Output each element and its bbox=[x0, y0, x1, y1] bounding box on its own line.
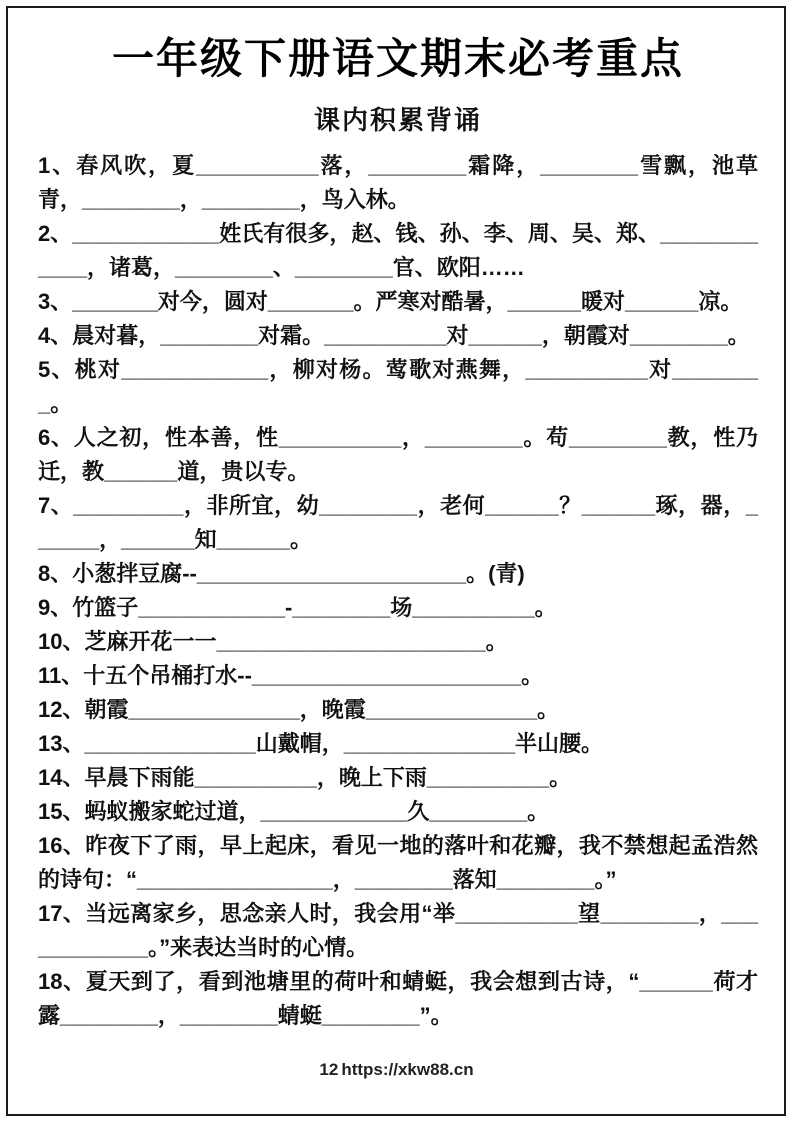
exercise-item-13: 13、______________山戴帽，______________半山腰。 bbox=[38, 731, 604, 756]
exercise-item-14: 14、早晨下雨能__________，晚上下雨__________。 bbox=[38, 765, 572, 790]
exercise-list bbox=[38, 149, 758, 1033]
exercise-item-1: 1、春风吹，夏__________落，________霜降，________雪飘，池草青，________，________，鸟入林。 bbox=[38, 153, 758, 212]
section-subtitle: 课内积累背诵 bbox=[313, 105, 482, 135]
page-title: 一年级下册语文期末必考重点 bbox=[111, 35, 684, 82]
exercise-item-4: 4、晨对暮，________对霜。__________对______，朝霞对________。 bbox=[38, 323, 750, 348]
exercise-item-7: 7、_________，非所宜，幼________，老何______？______琢，器，______，______知______。 bbox=[38, 493, 758, 552]
exercise-item-11: 11、十五个吊桶打水--______________________。 bbox=[38, 663, 544, 688]
exercise-item-6: 6、人之初，性本善，性__________，________。苟________教，性乃迁，教______道，贵以专。 bbox=[38, 425, 758, 484]
footer-url: https://xkw88.cn bbox=[341, 1060, 474, 1079]
exercise-item-2: 2、____________姓氏有很多，赵、钱、孙、李、周、吴、郑、____________，诸葛，________、________官、欧阳…… bbox=[38, 221, 758, 280]
exercise-item-3: 3、_______对今，圆对_______。严寒对酷暑，______暖对______凉。 bbox=[38, 289, 743, 314]
exercise-item-5: 5、桃对____________，柳对杨。莺歌对燕舞，__________对________。 bbox=[38, 357, 758, 416]
exercise-item-10: 10、芝麻开花一一______________________。 bbox=[38, 629, 508, 654]
exercise-item-12: 12、朝霞______________，晚霞______________。 bbox=[38, 697, 560, 722]
page-footer bbox=[0, 1060, 793, 1080]
exercise-item-18: 18、夏天到了，看到池塘里的荷叶和蜻蜓，我会想到古诗，“______荷才露________，________蜻蜓________”。 bbox=[38, 969, 758, 1028]
exercise-item-8: 8、小葱拌豆腐--______________________。(青) bbox=[38, 561, 525, 586]
page-number: 12 bbox=[319, 1060, 339, 1079]
exercise-item-15: 15、蚂蚁搬家蛇过道，____________久________。 bbox=[38, 799, 550, 824]
content bbox=[38, 26, 758, 1033]
exercise-item-9: 9、竹篮子____________-________场__________。 bbox=[38, 595, 557, 620]
exercise-item-17: 17、当远离家乡，思念亲人时，我会用“举__________望________，____________。”来表达当时的心情。 bbox=[38, 901, 758, 960]
exercise-item-16: 16、昨夜下了雨，早上起床，看见一地的落叶和花瓣，我不禁想起孟浩然的诗句：“________________，________落知________。” bbox=[38, 833, 758, 892]
